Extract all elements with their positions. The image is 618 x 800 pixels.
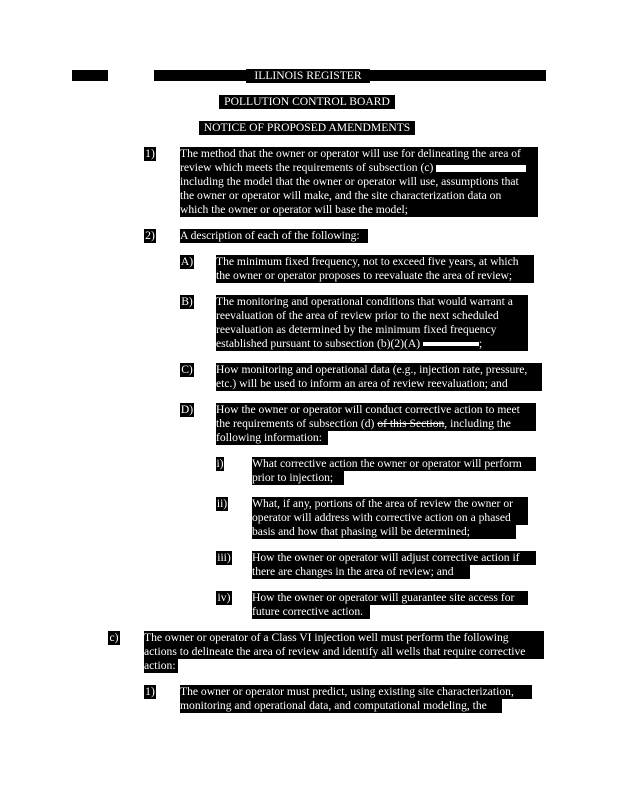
sub-d-ii-line: operator will address with corrective action on a phased	[252, 511, 528, 525]
item-c-line: The owner or operator of a Class VI injection well must perform the following	[144, 631, 544, 645]
sub-d-line-text: the requirements of subsection (d)	[216, 417, 375, 430]
sub-d-line: following information:	[216, 431, 328, 445]
sub-d-line-end: , including the	[444, 417, 511, 430]
sub-b-label: B)	[181, 295, 193, 308]
item-1-line: the owner or operator will make, and the site characterization data on	[180, 189, 538, 203]
item-2-label: 2)	[145, 229, 155, 242]
sub-d-iv-line: How the owner or operator will guarantee site access for	[252, 591, 528, 605]
register-title: ILLINOIS REGISTER	[246, 69, 370, 83]
sub-d-iii-label: iii)	[217, 551, 231, 564]
sub-b-line-text: established pursuant to subsection (b)(2)(A)	[216, 337, 421, 350]
item-2-text: A description of each of the following:	[180, 229, 368, 243]
sub-b-line: reevaluation of the area of review prior to the next scheduled	[216, 309, 528, 323]
sub-b-line-end: ;	[479, 337, 483, 350]
sub-d-i-label: i)	[216, 457, 224, 470]
agency-title: POLLUTION CONTROL BOARD	[219, 95, 395, 109]
item-c-label: c)	[109, 631, 119, 644]
sub-d-line: How the owner or operator will conduct corrective action to meet	[216, 403, 536, 417]
sub-d-iv-label: iv)	[217, 591, 231, 604]
sub-b-line: reevaluation as determined by the minimum fixed frequency	[216, 323, 528, 337]
sub-c-label: C)	[181, 363, 193, 376]
sub-d-i-line: prior to injection;	[252, 471, 344, 485]
item-c-line: actions to delineate the area of review and identify all wells that require corrective	[144, 645, 544, 659]
item-1-line: The method that the owner or operator will use for delineating the area of	[180, 147, 538, 161]
redaction-mark	[423, 342, 479, 346]
redaction-mark	[436, 165, 526, 172]
item-1-line-text: review which meets the requirements of subsection (c)	[180, 161, 434, 174]
sub-d-iii-line: How the owner or operator will adjust corrective action if	[252, 551, 536, 565]
sub-c-line: etc.) will be used to inform an area of review reevaluation; and	[216, 377, 542, 391]
item-c1-label: 1)	[145, 685, 155, 698]
sub-a-label: A)	[180, 255, 194, 268]
sub-d-i-line: What corrective action the owner or operator will perform	[252, 457, 536, 471]
sub-a-line: The minimum fixed frequency, not to exceed five years, at which	[216, 255, 534, 269]
sub-a-line: the owner or operator proposes to reevaluate the area of review;	[216, 269, 534, 283]
sub-d-ii-line: basis and how that phasing will be determined;	[252, 525, 516, 539]
sub-d-line	[216, 417, 536, 431]
sub-d-label: D)	[180, 403, 194, 416]
sub-d-ii-line: What, if any, portions of the area of review the owner or	[252, 497, 528, 511]
sub-d-iii-line: there are changes in the area of review; and	[252, 565, 470, 579]
notice-title: NOTICE OF PROPOSED AMENDMENTS	[199, 121, 415, 135]
sub-c-line: How monitoring and operational data (e.g., injection rate, pressure,	[216, 363, 542, 377]
sub-b-line: The monitoring and operational conditions that would warrant a	[216, 295, 528, 309]
item-1-line	[180, 161, 538, 175]
item-1-label: 1)	[145, 147, 155, 160]
struck-text: of this Section	[377, 417, 445, 430]
item-1-line: including the model that the owner or operator will use, assumptions that	[180, 175, 538, 189]
sub-d-ii-label: ii)	[216, 497, 228, 510]
sub-d-iv-line: future corrective action.	[252, 605, 370, 619]
item-c1-line: monitoring and operational data, and computational modeling, the	[180, 699, 502, 713]
item-c1-line: The owner or operator must predict, using existing site characterization,	[180, 685, 532, 699]
item-c-line: action:	[144, 659, 178, 673]
header-bar-gap	[108, 70, 154, 81]
sub-b-line	[216, 337, 528, 351]
item-1-line: which the owner or operator will base the model;	[180, 203, 538, 217]
